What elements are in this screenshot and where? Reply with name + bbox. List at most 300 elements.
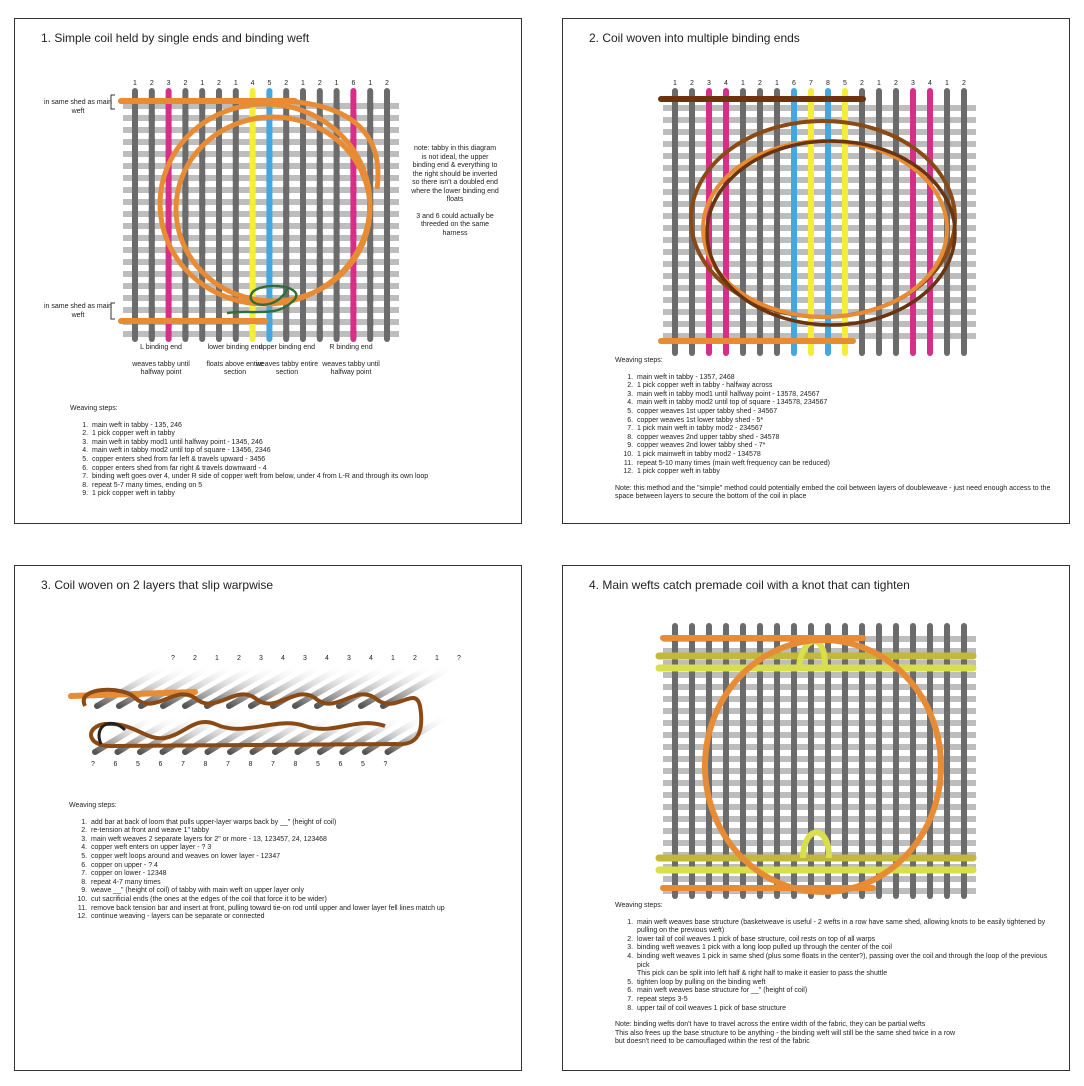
warp-float: [842, 875, 848, 883]
warp-float: [723, 815, 729, 823]
warp-float: [233, 246, 239, 254]
panel-2-note: Note: this method and the "simple" method could potentially embed the coil between layers of doubleweave - just need enough access to the space between layers to secure the bottom of the coil in place: [615, 484, 1051, 501]
warp-label: 1: [775, 80, 779, 87]
warp-float: [384, 258, 390, 266]
warp-float: [961, 308, 967, 316]
warp-float: [961, 164, 967, 172]
warp-float: [216, 186, 222, 194]
warp-float: [825, 719, 831, 727]
warp-float: [944, 320, 950, 328]
warp-float: [334, 198, 340, 206]
warp-float: [944, 635, 950, 643]
warp-float: [842, 248, 848, 256]
warp-float: [944, 827, 950, 835]
warp-float: [876, 224, 882, 232]
warp-float: [740, 104, 746, 112]
warp-float: [740, 803, 746, 811]
step-item: 9. weave __" (height of coil) of tabby with main weft on upper layer only: [89, 887, 509, 896]
step-item: 7. copper on lower - 12348: [89, 870, 509, 879]
panel-2-steps: Weaving steps: 1. main weft in tabby - 1357, 2468 2. 1 pick copper weft in tabby - halfway across 3. main weft in tabby mod1 until halfway point - 13578, 24567 4. main weft in tabby mod2 until top of square - 134578, 234567 5. copper weaves 1st upper tabby shed - 34567 6. copper weaves 1st lower tabby shed - 5* 7. 1 pick main weft in tabby mod2 - 234567 8. copper weaves 2nd upper tabby shed - 34578 9. copper weaves 2nd lower tabby shed - 7* 10. 1 pick mainweft in tabby mod2 - 134578 11. repeat 5-10 many times (main weft frequency can be reduced) 12. 1 pick copper weft in tabby Note: this method and the "simple" method could potentially embed the coil between layers of doubleweave - just need enough access to the space between layers to secure the bottom of the coil in place: [615, 357, 1055, 502]
warp-label: 1: [233, 80, 238, 87]
warp-float: [706, 875, 712, 883]
warp-label: 2: [690, 80, 694, 87]
warp-float: [927, 236, 933, 244]
warp-float: [893, 815, 899, 823]
note-line: This also frees up the base structure to be anything - the binding weft will still be the same shed twice in a row: [615, 1029, 956, 1037]
note-line: Note: binding wefts don't have to travel across the entire width of the fabric, they can be partial wefts: [615, 1021, 926, 1029]
warp-float: [910, 248, 916, 256]
warp-float: [808, 200, 814, 208]
warp-float: [927, 308, 933, 316]
warp-float: [199, 222, 205, 230]
warp-float: [300, 150, 306, 158]
warp-float: [706, 104, 712, 112]
warp-float: [266, 222, 272, 230]
warp-float: [910, 224, 916, 232]
warp-float: [791, 695, 797, 703]
warp-float: [859, 743, 865, 751]
warp-float: [757, 671, 763, 679]
warp-float: [791, 260, 797, 268]
warp-float: [876, 176, 882, 184]
weft-line: [123, 331, 399, 337]
lower-warp-label: 6: [338, 761, 343, 768]
warp-float: [910, 755, 916, 763]
warp-label: 5: [267, 80, 272, 87]
warp-float: [740, 755, 746, 763]
warp-float: [825, 284, 831, 292]
upper-warp-label: 4: [281, 655, 285, 662]
warp-float: [927, 116, 933, 124]
warp-float: [825, 260, 831, 268]
warp-float: [808, 875, 814, 883]
warp-float: [774, 200, 780, 208]
warp-float: [910, 731, 916, 739]
warp-float: [384, 210, 390, 218]
lower-warp-label: 5: [316, 761, 320, 768]
lower-warp-label: 5: [136, 761, 140, 768]
warp-float: [791, 767, 797, 775]
warp-float: [842, 827, 848, 835]
warp-float: [132, 150, 138, 158]
warp-float: [283, 210, 289, 218]
warp-float: [740, 176, 746, 184]
lower-warp-label: 6: [158, 761, 163, 768]
warp-float: [317, 186, 323, 194]
warp-float: [250, 258, 256, 266]
warp-float: [893, 743, 899, 751]
warp-float: [317, 306, 323, 314]
step-item: 10. cut sacrificial ends (the ones at the edges of the coil that force it to be wider): [89, 896, 509, 905]
upper-warp-label: 4: [325, 655, 329, 662]
warp-float: [910, 152, 916, 160]
warp-float: [384, 162, 390, 170]
warp-float: [876, 320, 882, 328]
warp-float: [910, 320, 916, 328]
warp-float: [757, 236, 763, 244]
step-item: 6. copper on upper - ? 4: [89, 862, 509, 871]
warp-float: [706, 176, 712, 184]
warp-float: [149, 306, 155, 314]
warp-float: [689, 140, 695, 148]
warp-float: [876, 272, 882, 280]
warp-float: [199, 294, 205, 302]
warp-label: 1: [301, 80, 305, 87]
warp-float: [927, 332, 933, 340]
warp-label: 2: [385, 80, 389, 87]
warp-float: [672, 779, 678, 787]
warp-float: [791, 815, 797, 823]
step-item: 3. binding weft weaves 1 pick with a long loop pulled up through the center of the coil: [635, 944, 1060, 953]
warp-float: [166, 198, 172, 206]
warp-float: [774, 683, 780, 691]
warp-float: [927, 743, 933, 751]
warp-float: [876, 707, 882, 715]
warp-float: [740, 152, 746, 160]
upper-warp-label: 2: [193, 655, 197, 662]
step-item: 2. lower tail of coil weaves 1 pick of base structure, coil rests on top of all warps: [635, 936, 1060, 945]
warp-label: 2: [894, 80, 898, 87]
warp-float: [149, 330, 155, 338]
warp-float: [944, 272, 950, 280]
warp-float: [723, 671, 729, 679]
warp-label: 2: [183, 80, 188, 87]
warp-float: [149, 162, 155, 170]
warp-float: [757, 815, 763, 823]
warp-float: [944, 875, 950, 883]
warp-label: 2: [962, 80, 966, 87]
side-label-top: in same shed as main weft: [43, 99, 113, 115]
warp-float: [825, 308, 831, 316]
warp-float: [859, 332, 865, 340]
upper-warp-label: 3: [303, 655, 307, 662]
warp-float: [166, 294, 172, 302]
warp-float: [842, 152, 848, 160]
warp-float: [689, 164, 695, 172]
warp-float: [842, 755, 848, 763]
warp-float: [876, 200, 882, 208]
warp-float: [723, 116, 729, 124]
panel-4: [562, 565, 1070, 1071]
warp-float: [961, 212, 967, 220]
warp-float: [367, 270, 373, 278]
warp-float: [317, 162, 323, 170]
upper-warp-label: 3: [347, 655, 351, 662]
step-4-extra: This pick can be split into left half & right half to make it easier to pass the shuttle: [637, 970, 888, 978]
warp-float: [216, 258, 222, 266]
warp-float: [317, 210, 323, 218]
warp-float: [961, 236, 967, 244]
warp-float: [842, 176, 848, 184]
lower-warp-label: ?: [91, 761, 95, 768]
warp-float: [350, 282, 356, 290]
warp-float: [842, 296, 848, 304]
warp-float: [334, 294, 340, 302]
warp-float: [961, 839, 967, 847]
warp-float: [757, 212, 763, 220]
binding-caption: upper binding end weaves tabby entire section: [255, 344, 319, 376]
lower-warp-label: 7: [271, 761, 275, 768]
warp-float: [774, 803, 780, 811]
warp-float: [757, 140, 763, 148]
warp-float: [757, 695, 763, 703]
panel-2-title: 2. Coil woven into multiple binding ends: [589, 31, 800, 45]
warp-float: [961, 188, 967, 196]
warp-float: [723, 212, 729, 220]
warp-float: [132, 222, 138, 230]
warp-float: [910, 803, 916, 811]
warp-float: [757, 767, 763, 775]
warp-float: [689, 743, 695, 751]
warp-label: 1: [334, 80, 339, 87]
step-item: 8. copper weaves 2nd upper tabby shed - 34578: [635, 434, 1055, 443]
warp-float: [842, 224, 848, 232]
lower-warp-label: 8: [203, 761, 208, 768]
warp-float: [689, 791, 695, 799]
warp-float: [283, 234, 289, 242]
warp-float: [283, 258, 289, 266]
warp-float: [132, 174, 138, 182]
warp-float: [893, 212, 899, 220]
warp-float: [825, 671, 831, 679]
warp-float: [774, 707, 780, 715]
binding-caption: R binding end weaves tabby until halfway point: [322, 344, 380, 376]
warp-float: [808, 176, 814, 184]
step-item: 6. copper weaves 1st lower tabby shed - 5*: [635, 417, 1055, 426]
warp-float: [723, 140, 729, 148]
warp-float: [774, 224, 780, 232]
warp-float: [893, 164, 899, 172]
warp-float: [723, 260, 729, 268]
warp-float: [961, 671, 967, 679]
warp-float: [757, 260, 763, 268]
step-item: 4. binding weft weaves 1 pick in same shed (plus some floats in the center?), passing over the coil and through the loop of the previous pick This pick can be split into left half & right half to make it easier to pass the shuttle: [635, 953, 1060, 979]
warp-float: [808, 128, 814, 136]
warp-float: [283, 162, 289, 170]
warp-float: [961, 815, 967, 823]
warp-float: [825, 743, 831, 751]
warp-float: [876, 803, 882, 811]
step-item: 1. add bar at back of loom that pulls upper-layer warps back by __" (height of coil): [89, 819, 509, 828]
warp-float: [774, 779, 780, 787]
warp-float: [672, 272, 678, 280]
lower-warp-label: ?: [383, 761, 388, 768]
warp-label: 1: [200, 80, 205, 87]
warp-float: [859, 719, 865, 727]
warp-float: [300, 198, 306, 206]
warp-float: [672, 200, 678, 208]
warp-float: [350, 234, 356, 242]
warp-float: [216, 210, 222, 218]
warp-float: [334, 174, 340, 182]
warp-float: [350, 330, 356, 338]
warp-float: [266, 198, 272, 206]
warp-float: [672, 104, 678, 112]
panel-1-title: 1. Simple coil held by single ends and binding weft: [41, 31, 310, 45]
warp-float: [250, 234, 256, 242]
warp-float: [672, 731, 678, 739]
warp-float: [757, 164, 763, 172]
warp-float: [706, 707, 712, 715]
warp-label: 2: [860, 80, 864, 87]
warp-float: [334, 318, 340, 326]
warp-float: [808, 683, 814, 691]
panel-4-steps: Weaving steps: 1. main weft weaves base structure (basketweave is useful - 2 wefts in a row have same shed, allowing knots to be easily tightened by pulling on the previous weft) 2. lower tail of coil weaves 1 pick of base structure, coil rests on top of all warps 3. binding weft weaves 1 pick with a long loop pulled up through the center of the coil 4. binding weft weaves 1 pick in same shed (plus some floats in the center?), passing over the coil and through the loop of the previous pick This pick can be split into left half & right half to make it easier to pass the shuttle 5. tighten loop by pulling on the binding weft 6. main weft weaves base structure for __" (height of coil) 7. repeat steps 3-5 8. upper tail of coil weaves 1 pick of base structure Note: binding wefts don't have to travel across the entire width of the fabric, they can be partial wefts This also frees up the base structure to be anything - the binding weft will still be the same shed twice in a row but doesn't need to be camouflaged within the rest of the fabric: [615, 902, 1060, 1047]
warp-float: [300, 246, 306, 254]
warp-float: [859, 116, 865, 124]
binding-caption: L binding end weaves tabby until halfway point: [132, 344, 190, 376]
warp-label: 1: [133, 80, 137, 87]
warp-float: [199, 246, 205, 254]
warp-float: [757, 284, 763, 292]
warp-float: [808, 152, 814, 160]
step-item: 8. repeat 4-7 many times: [89, 879, 509, 888]
warp-float: [791, 743, 797, 751]
warp-float: [706, 296, 712, 304]
warp-float: [876, 248, 882, 256]
warp-float: [876, 296, 882, 304]
warp-float: [944, 683, 950, 691]
warp-float: [893, 695, 899, 703]
warp-float: [199, 174, 205, 182]
warp-float: [283, 330, 289, 338]
warp-float: [334, 150, 340, 158]
warp-float: [672, 128, 678, 136]
step-item: 1. main weft in tabby - 135, 246: [90, 422, 510, 431]
warp-float: [774, 176, 780, 184]
warp-float: [132, 294, 138, 302]
warp-float: [723, 236, 729, 244]
warp-float: [250, 282, 256, 290]
warp-label: 4: [928, 80, 932, 87]
warp-float: [672, 827, 678, 835]
warp-float: [182, 282, 188, 290]
warp-float: [757, 188, 763, 196]
warp-float: [842, 683, 848, 691]
warp-float: [961, 695, 967, 703]
warp-float: [350, 210, 356, 218]
warp-float: [808, 272, 814, 280]
warp-float: [944, 707, 950, 715]
step-item: 5. copper enters shed from far left & travels upward - 3456: [90, 456, 510, 465]
warp-float: [910, 176, 916, 184]
warp-float: [384, 138, 390, 146]
warp-float: [791, 212, 797, 220]
warp-float: [927, 887, 933, 895]
warp-float: [842, 272, 848, 280]
warp-float: [250, 186, 256, 194]
warp-float: [910, 707, 916, 715]
warp-float: [317, 330, 323, 338]
warp-float: [689, 839, 695, 847]
warp-float: [961, 743, 967, 751]
warp-float: [927, 140, 933, 148]
warp-float: [216, 234, 222, 242]
warp-float: [944, 731, 950, 739]
panel-3-steps: Weaving steps: 1. add bar at back of loom that pulls upper-layer warps back by __" (height of coil) 2. re-tension at front and weave 1" tabby 3. main weft weaves 2 separate layers for 2" or more - 13, 123457, 24, 123468 4. copper weft enters on upper layer - ? 3 5. copper weft loops around and weaves on lower layer - 12347 6. copper on upper - ? 4 7. copper on lower - 12348 8. repeat 4-7 many times 9. weave __" (height of coil) of tabby with main weft on upper layer only 10. cut sacrificial ends (the ones at the edges of the coil that force it to be wider) 11. remove back tension bar and insert at front, pulling toward tie-on rod until upper and lower layer fell lines match up 12. continue weaving - layers can be separate or connected: [69, 802, 509, 922]
warp-float: [384, 330, 390, 338]
lower-warp-label: 5: [361, 761, 365, 768]
warp-float: [182, 210, 188, 218]
panel-3-title: 3. Coil woven on 2 layers that slip warpwise: [41, 578, 274, 592]
warp-label: 2: [758, 80, 762, 87]
warp-float: [740, 320, 746, 328]
warp-float: [149, 186, 155, 194]
warp-float: [672, 707, 678, 715]
step-item: 2. 1 pick copper weft in tabby - halfway across: [635, 382, 1055, 391]
warp-float: [859, 260, 865, 268]
warp-float: [825, 164, 831, 172]
warp-float: [910, 635, 916, 643]
warp-label: 3: [911, 80, 915, 87]
warp-float: [825, 695, 831, 703]
warp-float: [893, 887, 899, 895]
warp-float: [927, 791, 933, 799]
upper-warp-label: ?: [457, 655, 461, 662]
warp-float: [672, 683, 678, 691]
step-item: 11. repeat 5-10 many times (main weft frequency can be reduced): [635, 460, 1055, 469]
warp-label: 6: [792, 80, 796, 87]
warp-float: [149, 258, 155, 266]
lower-warp-label: 6: [113, 761, 118, 768]
step-item: 5. tighten loop by pulling on the binding weft: [635, 979, 1060, 988]
warp-float: [859, 815, 865, 823]
warp-float: [706, 152, 712, 160]
warp-float: [842, 200, 848, 208]
warp-float: [808, 224, 814, 232]
warp-float: [757, 839, 763, 847]
step-item: 6. copper enters shed from far right & travels downward - 4: [90, 465, 510, 474]
step-item: 5. copper weft loops around and weaves on lower layer - 12347: [89, 853, 509, 862]
warp-label: 3: [707, 80, 711, 87]
binding-caption: lower binding end floats above entire section: [206, 344, 264, 376]
warp-float: [961, 332, 967, 340]
warp-float: [740, 272, 746, 280]
warp-float: [689, 116, 695, 124]
upper-warp-label: 2: [413, 655, 417, 662]
warp-float: [740, 779, 746, 787]
warp-float: [944, 296, 950, 304]
warp-float: [910, 104, 916, 112]
warp-float: [689, 260, 695, 268]
panel-4-note: [615, 1021, 1060, 1047]
warp-float: [876, 683, 882, 691]
warp-float: [266, 270, 272, 278]
warp-float: [876, 635, 882, 643]
warp-float: [350, 306, 356, 314]
step-item: 3. main weft in tabby mod1 until halfway point - 13578, 24567: [635, 391, 1055, 400]
warp-float: [944, 803, 950, 811]
warp-float: [672, 875, 678, 883]
warp-float: [808, 779, 814, 787]
warp-float: [791, 719, 797, 727]
step-item: 4. copper weft enters on upper layer - ? 3: [89, 844, 509, 853]
step-item: 6. main weft weaves base structure for __" (height of coil): [635, 987, 1060, 996]
warp-float: [961, 116, 967, 124]
warp-float: [723, 767, 729, 775]
warp-float: [182, 330, 188, 338]
step-item: 12. continue weaving - layers can be separate or connected: [89, 913, 509, 922]
panel-3: [14, 565, 522, 1071]
warp-float: [893, 236, 899, 244]
warp-float: [689, 815, 695, 823]
lower-warp-label: 8: [248, 761, 253, 768]
step-item: 7. binding weft goes over 4, under R side of copper weft from below, under 4 from L-R and through its own loop: [90, 473, 510, 482]
warp-float: [317, 258, 323, 266]
warp-float: [182, 186, 188, 194]
warp-float: [266, 174, 272, 182]
upper-warp-label: 1: [391, 655, 395, 662]
